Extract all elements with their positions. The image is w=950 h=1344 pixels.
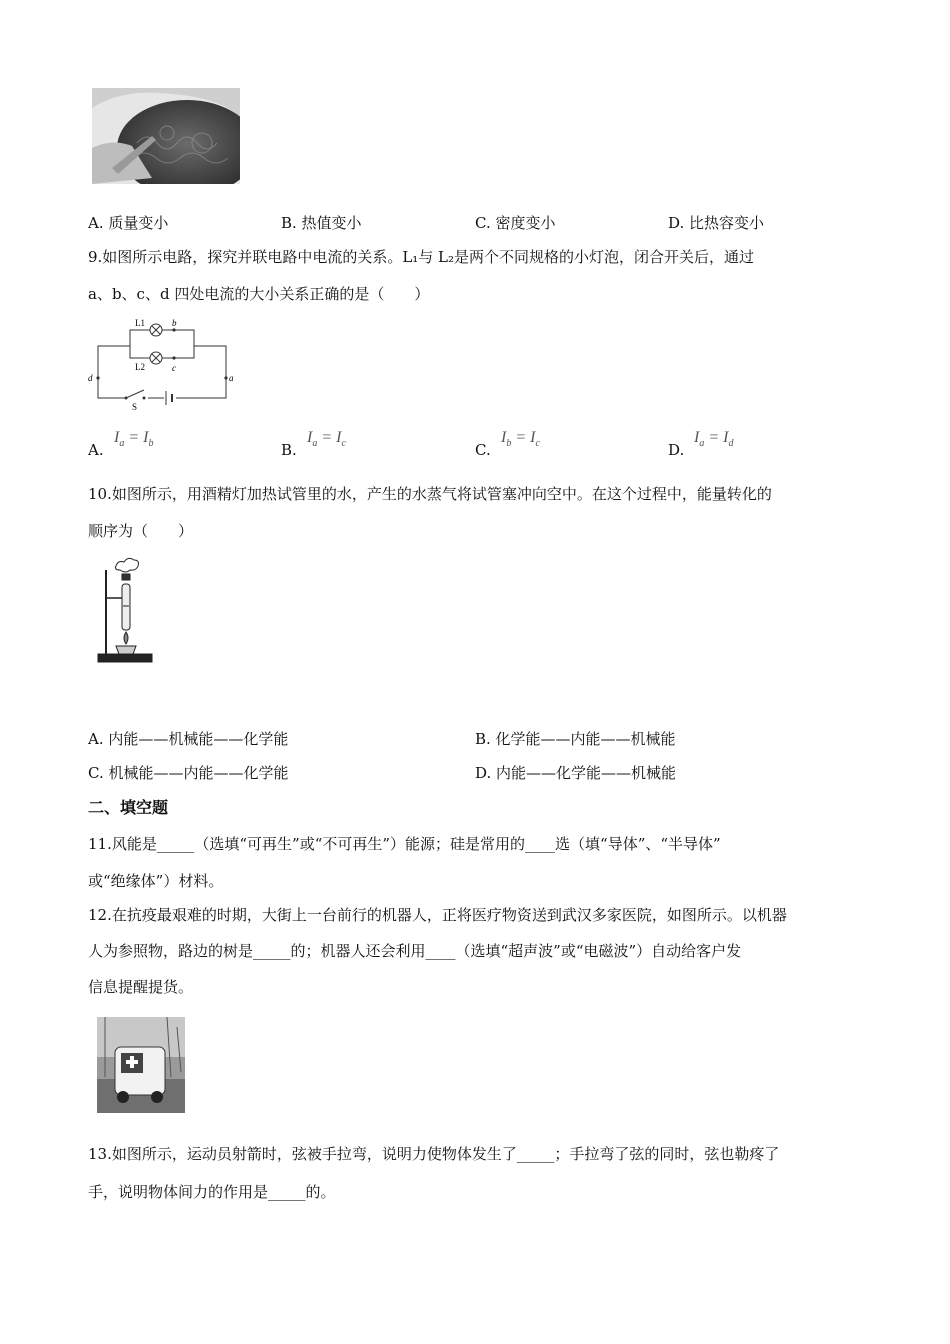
q12-stem-line1: 12.在抗疫最艰难的时期，大街上一台前行的机器人，正将医疗物资送到武汉多家医院，如图所示。以机器 bbox=[88, 906, 787, 924]
q9-option-b-letter: B. bbox=[281, 441, 297, 459]
label-c: c bbox=[172, 363, 176, 373]
label-a: a bbox=[229, 373, 234, 383]
label-d: d bbox=[88, 373, 93, 383]
q9-option-c-letter: C. bbox=[475, 441, 491, 459]
q11-stem-line1: 11.风能是_____（选填“可再生”或“不可再生”）能源；硅是常用的____选（填“导体”、“半导体” bbox=[88, 835, 721, 853]
q9-option-c-formula: $I_b = I_c$ bbox=[501, 429, 540, 450]
q10-option-d[interactable]: D. 内能——化学能——机械能 bbox=[475, 764, 677, 782]
label-L1: L1 bbox=[135, 318, 145, 328]
q10-option-b[interactable]: B. 化学能——内能——机械能 bbox=[475, 730, 676, 748]
q11-stem-line2: 或“绝缘体”）材料。 bbox=[88, 872, 224, 890]
delivery-robot-photo bbox=[97, 1017, 185, 1113]
label-L2: L2 bbox=[135, 362, 145, 372]
label-b: b bbox=[172, 318, 177, 328]
q9-option-a-formula: $I_a = I_b$ bbox=[114, 429, 154, 450]
q8-option-b[interactable]: B. 热值变小 bbox=[281, 214, 362, 232]
q13-stem-line2: 手，说明物体间力的作用是_____的。 bbox=[88, 1183, 336, 1201]
q10-stem-line2: 顺序为（ ） bbox=[88, 522, 194, 540]
q9-stem-line2: a、b、c、d 四处电流的大小关系正确的是（ ） bbox=[88, 285, 430, 303]
q12-stem-line2: 人为参照物，路边的树是_____的；机器人还会利用____（选填“超声波”或“电磁波”）自动给客户发 bbox=[88, 942, 742, 960]
q9-option-b-formula: $I_a = I_c$ bbox=[307, 429, 346, 450]
parallel-circuit-diagram bbox=[86, 316, 246, 412]
section-heading-fill-blank: 二、填空题 bbox=[88, 798, 169, 817]
carved-ball-photo bbox=[92, 88, 240, 184]
q8-option-c[interactable]: C. 密度变小 bbox=[475, 214, 556, 232]
q9-stem-line1: 9.如图所示电路，探究并联电路中电流的关系。L₁与 L₂是两个不同规格的小灯泡，闭合开关后，通过 bbox=[88, 248, 755, 266]
q10-option-a[interactable]: A. 内能——机械能——化学能 bbox=[88, 730, 289, 748]
q12-stem-line3: 信息提醒提货。 bbox=[88, 978, 194, 996]
label-S: S bbox=[132, 402, 138, 412]
q8-option-a[interactable]: A. 质量变小 bbox=[88, 214, 169, 232]
q10-option-c[interactable]: C. 机械能——内能——化学能 bbox=[88, 764, 289, 782]
q9-option-a-letter: A. bbox=[88, 441, 104, 459]
q10-stem-line1: 10.如图所示，用酒精灯加热试管里的水，产生的水蒸气将试管塞冲向空中。在这个过程中，能量转化的 bbox=[88, 485, 772, 503]
q8-option-d[interactable]: D. 比热容变小 bbox=[668, 214, 765, 232]
q13-stem-line1: 13.如图所示，运动员射箭时，弦被手拉弯，说明力使物体发生了_____；手拉弯了弦的同时，弦也勒疼了 bbox=[88, 1145, 780, 1163]
test-tube-heating-figure bbox=[96, 556, 156, 668]
q9-option-d-formula: $I_a = I_d$ bbox=[694, 429, 734, 450]
q9-option-d-letter: D. bbox=[668, 441, 685, 459]
